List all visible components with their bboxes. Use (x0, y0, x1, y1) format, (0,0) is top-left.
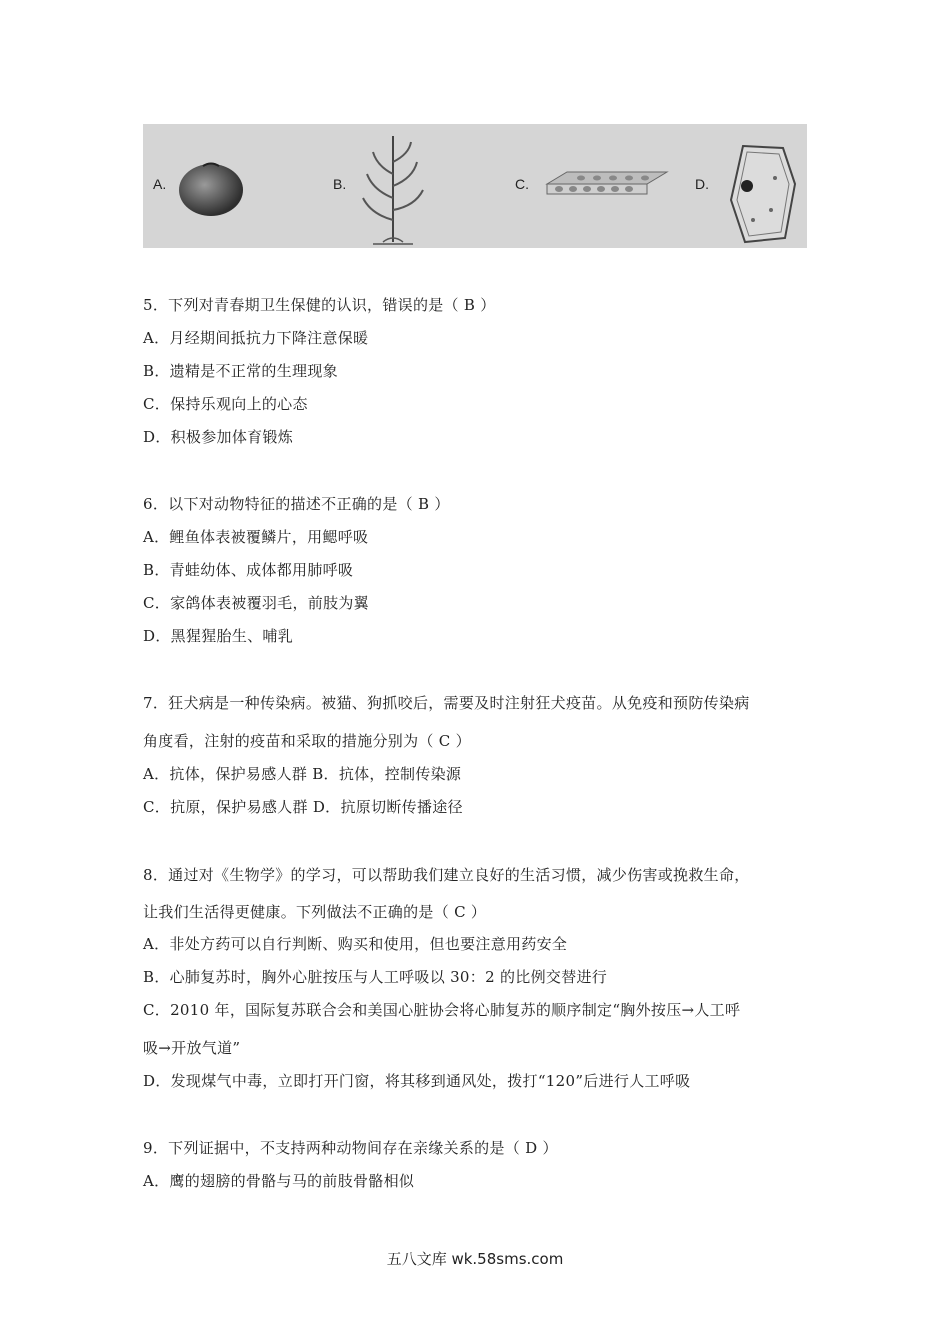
question-6-option-c: C．家鸽体表被覆羽毛，前肢为翼 (143, 594, 369, 612)
figure-label-d: D. (695, 176, 709, 192)
page-footer: 五八文库 wk.58sms.com (386, 1250, 564, 1268)
question-8-option-c: C．2010 年，国际复苏联合会和美国心脏协会将心肺复苏的顺序制定“胸外按压→人工呼 (143, 1001, 741, 1019)
question-8-stem-line-1: 8．通过对《生物学》的学习，可以帮助我们建立良好的生活习惯，减少伤害或挽救生命， (143, 866, 750, 884)
figure-label-a: A. (153, 176, 167, 192)
figure-label-b: B. (333, 176, 347, 192)
corn-plant-icon (353, 130, 433, 248)
question-6-stem: 6．以下对动物特征的描述不正确的是（ B ） (143, 495, 450, 513)
question-8-option-b: B．心肺复苏时，胸外心脏按压与人工呼吸以 30：2 的比例交替进行 (143, 968, 608, 986)
question-7-stem-line-1: 7．狂犬病是一种传染病。被猫、狗抓咬后，需要及时注射狂犬疫苗。从免疫和预防传染病 (143, 694, 750, 712)
question-9-stem: 9．下列证据中，不支持两种动物间存在亲缘关系的是（ D ） (143, 1139, 558, 1157)
question-8-option-a: A．非处方药可以自行判断、购买和使用，但也要注意用药安全 (143, 935, 568, 953)
question-5-option-b: B．遗精是不正常的生理现象 (143, 362, 338, 380)
question-6-option-a: A．鲤鱼体表被覆鳞片，用鳃呼吸 (143, 528, 369, 546)
question-5-option-d: D．积极参加体育锻炼 (143, 428, 294, 446)
question-5-option-c: C．保持乐观向上的心态 (143, 395, 308, 413)
figure-strip (143, 124, 807, 248)
question-8-stem-line-2: 让我们生活得更健康。下列做法不正确的是（ C ） (143, 903, 487, 921)
tomato-icon (177, 158, 247, 218)
question-5-stem: 5．下列对青春期卫生保健的认识，错误的是（ B ） (143, 296, 496, 314)
question-8-option-d: D．发现煤气中毒，立即打开门窗，将其移到通风处，拨打“120”后进行人工呼吸 (143, 1072, 691, 1090)
question-9-option-a: A．鹰的翅膀的骨骼与马的前肢骨骼相似 (143, 1172, 415, 1190)
question-5-option-a: A．月经期间抵抗力下降注意保暖 (143, 329, 369, 347)
question-6-option-d: D．黑猩猩胎生、哺乳 (143, 627, 294, 645)
question-6-option-b: B．青蛙幼体、成体都用肺呼吸 (143, 561, 354, 579)
question-8-option-c-continued: 吸→开放气道” (143, 1039, 241, 1057)
figure-label-c: C. (515, 176, 529, 192)
epithelial-tissue-icon (541, 168, 671, 200)
question-7-options-row-2: C．抗原，保护易感人群 D．抗原切断传播途径 (143, 798, 463, 816)
question-7-stem-line-2: 角度看，注射的疫苗和采取的措施分别为（ C ） (143, 732, 471, 750)
question-7-options-row-1: A．抗体，保护易感人群 B．抗体，控制传染源 (143, 765, 462, 783)
plant-cell-icon (723, 138, 803, 248)
